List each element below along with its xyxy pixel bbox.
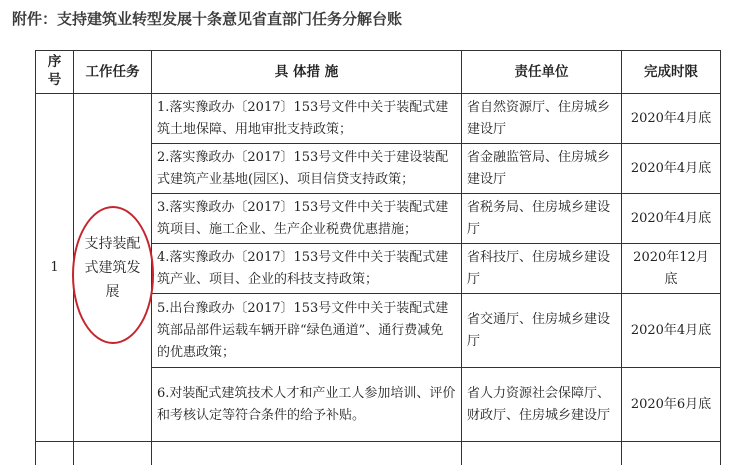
unit-cell: 省自然资源厅、住房城乡建设厅 (462, 94, 622, 144)
empty-cell (152, 442, 462, 465)
header-unit: 责任单位 (462, 51, 622, 94)
row-task: 支持装配式建筑发展 (74, 94, 152, 442)
page-title: 附件：支持建筑业转型发展十条意见省直部门任务分解台账 (12, 10, 403, 28)
unit-cell: 省科技厅、住房城乡建设厅 (462, 244, 622, 294)
empty-cell (74, 442, 152, 465)
empty-cell (622, 442, 721, 465)
header-row (36, 51, 721, 94)
empty-cell (462, 442, 622, 465)
empty-cell (36, 442, 74, 465)
deadline-cell: 2020年4月底 (622, 94, 721, 144)
header-measure: 具 体措 施 (152, 51, 462, 94)
unit-cell: 省金融监管局、住房城乡建设厅 (462, 144, 622, 194)
unit-cell: 省人力资源社会保障厅、财政厅、住房城乡建设厅 (462, 368, 622, 442)
deadline-cell: 2020年4月底 (622, 144, 721, 194)
unit-cell: 省交通厅、住房城乡建设厅 (462, 294, 622, 368)
measure-cell: 6.对装配式建筑技术人才和产业工人参加培训、评价和考核认定等符合条件的给予补贴。 (152, 368, 462, 442)
deadline-cell: 2020年4月底 (622, 194, 721, 244)
unit-cell: 省税务局、住房城乡建设厅 (462, 194, 622, 244)
header-deadline: 完成时限 (622, 51, 721, 94)
red-circle-annotation (72, 206, 154, 344)
deadline-cell: 2020年4月底 (622, 294, 721, 368)
measure-cell: 4.落实豫政办〔2017〕153号文件中关于装配式建筑产业、项目、企业的科技支持政策； (152, 244, 462, 294)
row-seq: 1 (36, 94, 74, 442)
measure-cell: 5.出台豫政办〔2017〕153号文件中关于装配式建筑部品部件运载车辆开辟“绿色通道”、通行费减免的优惠政策； (152, 294, 462, 368)
header-task: 工作任务 (74, 51, 152, 94)
header-seq: 序号 (36, 51, 74, 94)
measure-cell: 3.落实豫政办〔2017〕153号文件中关于装配式建筑项目、施工企业、生产企业税费优惠措施； (152, 194, 462, 244)
deadline-cell: 2020年12月底 (622, 244, 721, 294)
table-row (36, 94, 721, 144)
deadline-cell: 2020年6月底 (622, 368, 721, 442)
measure-cell: 1.落实豫政办〔2017〕153号文件中关于装配式建筑土地保障、用地审批支持政策； (152, 94, 462, 144)
table-row (36, 442, 721, 465)
measure-cell: 2.落实豫政办〔2017〕153号文件中关于建设装配式建筑产业基地(园区)、项目信贷支持政策； (152, 144, 462, 194)
